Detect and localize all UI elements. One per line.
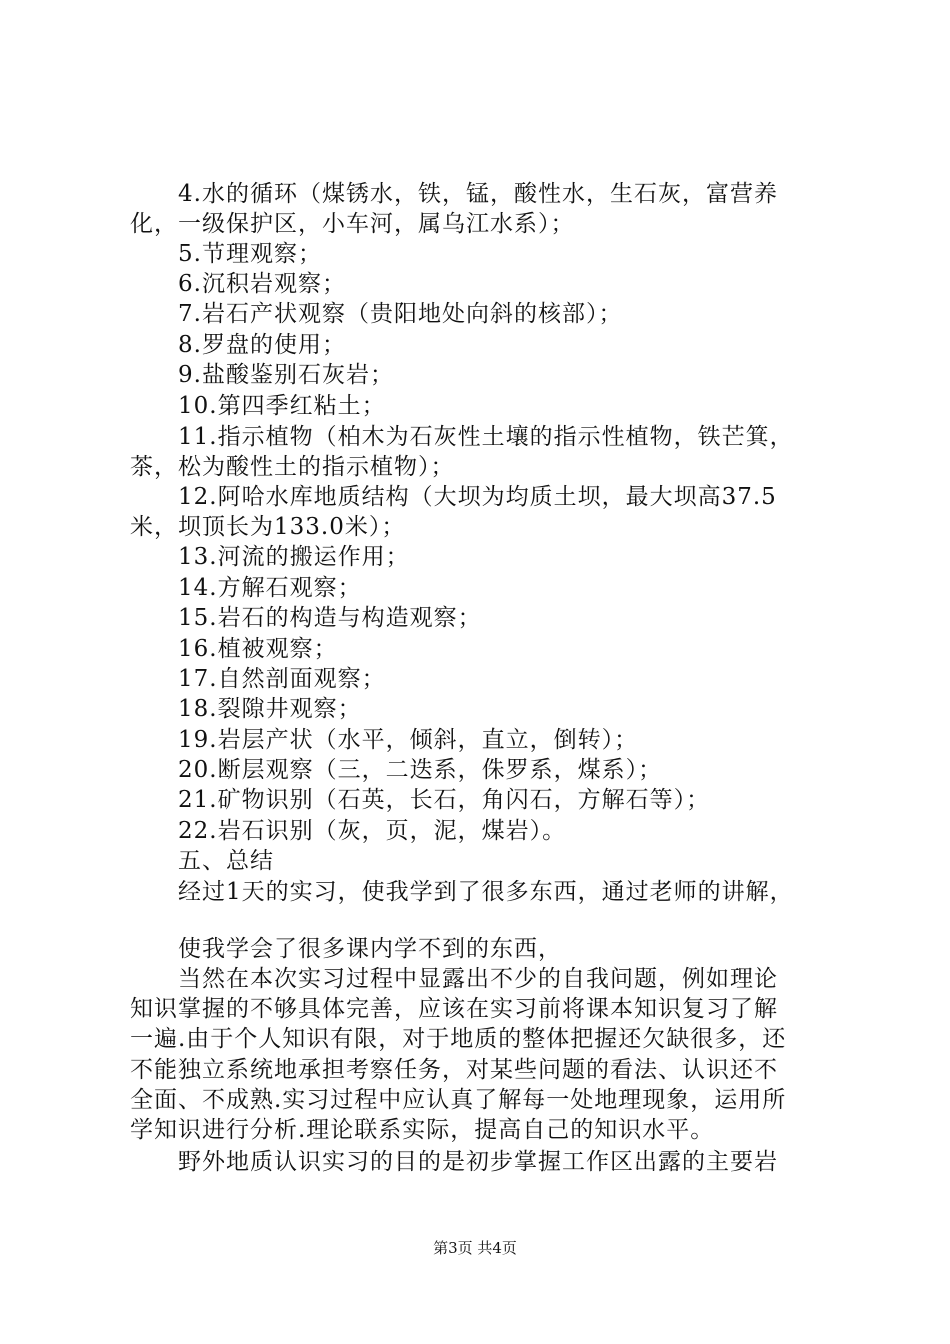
list-item-12-line-2: 米，坝顶长为133.0米）； bbox=[130, 514, 406, 540]
list-item-13: 13.河流的搬运作用； bbox=[178, 544, 410, 570]
summary-paragraph-2: 使我学会了很多课内学不到的东西， bbox=[178, 936, 562, 962]
list-item-19: 19.岩层产状（水平，倾斜，直立，倒转）； bbox=[178, 727, 639, 753]
list-item-4-line-1: 4.水的循环（煤锈水，铁，锰，酸性水，生石灰，富营养 bbox=[178, 181, 778, 207]
summary-paragraph-4: 野外地质认识实习的目的是初步掌握工作区出露的主要岩 bbox=[178, 1149, 778, 1175]
summary-paragraph-1: 经过1天的实习，使我学到了很多东西，通过老师的讲解， bbox=[178, 879, 794, 905]
summary-paragraph-3-line-6: 学知识进行分析.理论联系实际，提高自己的知识水平。 bbox=[130, 1117, 715, 1143]
list-item-8: 8.罗盘的使用； bbox=[178, 332, 346, 358]
list-item-18: 18.裂隙井观察； bbox=[178, 696, 362, 722]
list-item-12-line-1: 12.阿哈水库地质结构（大坝为均质土坝，最大坝高37.5 bbox=[178, 484, 777, 510]
list-item-20: 20.断层观察（三，二迭系，侏罗系，煤系）； bbox=[178, 757, 663, 783]
list-item-21: 21.矿物识别（石英，长石，角闪石，方解石等）； bbox=[178, 787, 711, 813]
list-item-14: 14.方解石观察； bbox=[178, 575, 362, 601]
page-number-footer: 第3页 共4页 bbox=[433, 1239, 517, 1257]
summary-paragraph-3-line-5: 全面、不成熟.实习过程中应认真了解每一处地理现象，运用所 bbox=[130, 1087, 787, 1113]
list-item-16: 16.植被观察； bbox=[178, 636, 338, 662]
summary-paragraph-3-line-3: 一遍.由于个人知识有限，对于地质的整体把握还欠缺很多，还 bbox=[130, 1026, 787, 1052]
list-item-15: 15.岩石的构造与构造观察； bbox=[178, 605, 482, 631]
list-item-7: 7.岩石产状观察（贵阳地处向斜的核部）； bbox=[178, 301, 623, 327]
list-item-5: 5.节理观察； bbox=[178, 241, 322, 267]
list-item-6: 6.沉积岩观察； bbox=[178, 271, 346, 297]
list-item-11-line-1: 11.指示植物（柏木为石灰性土壤的指示性植物，铁芒箕， bbox=[178, 424, 794, 450]
summary-paragraph-3-line-1: 当然在本次实习过程中显露出不少的自我问题，例如理论 bbox=[178, 966, 778, 992]
summary-paragraph-3-line-2: 知识掌握的不够具体完善，应该在实习前将课本知识复习了解 bbox=[130, 996, 778, 1022]
section-heading-summary: 五、总结 bbox=[178, 848, 274, 874]
list-item-4-line-2: 化，一级保护区，小车河，属乌江水系）； bbox=[130, 211, 575, 237]
summary-paragraph-3-line-4: 不能独立系统地承担考察任务，对某些问题的看法、认识还不 bbox=[130, 1057, 778, 1083]
list-item-22: 22.岩石识别（灰，页，泥，煤岩）。 bbox=[178, 818, 567, 844]
list-item-11-line-2: 茶，松为酸性土的指示植物）； bbox=[130, 454, 455, 480]
list-item-17: 17.自然剖面观察； bbox=[178, 666, 386, 692]
list-item-10: 10.第四季红粘土； bbox=[178, 393, 386, 419]
list-item-9: 9.盐酸鉴别石灰岩； bbox=[178, 362, 394, 388]
